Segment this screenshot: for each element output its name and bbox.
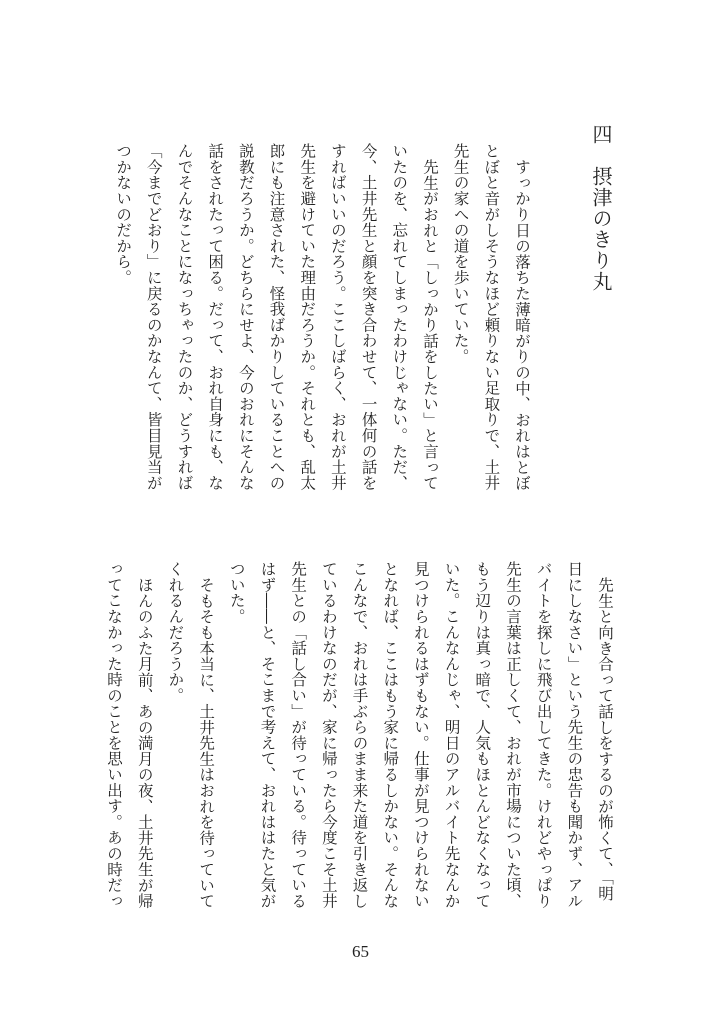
text-line: 説教だろうか。どちらにせよ、今のおれにそんな <box>236 143 255 491</box>
text-line: つかないのだから。 <box>114 143 133 286</box>
text-line: 先生の家への道を歩いていた。 <box>451 143 470 365</box>
text-line: もう辺りは真っ暗で、人気もほとんどなくなって <box>473 561 492 909</box>
text-block-bottom <box>98 561 620 921</box>
text-line: くれるんだろうか。 <box>166 561 185 704</box>
text-line: ほんのふた月前、あの満月の夜、土井先生が帰 <box>135 576 154 909</box>
text-line: 先生を避けていた理由だろうか。それとも、乱太 <box>298 143 317 491</box>
text-line: んでそんなことになっちゃったのか、どうすれば <box>175 143 194 491</box>
text-line: いた。こんなんじゃ、明日のアルバイト先なんか <box>442 561 461 909</box>
text-line: となれば、ここはもう家に帰るしかない。そんな <box>381 561 400 909</box>
text-line: ついた。 <box>227 561 246 625</box>
page-number: 65 <box>352 942 369 961</box>
text-line: 先生との「話し合い」が待っている。待っている <box>289 561 308 909</box>
chapter-title: 四 摂津のきり丸 <box>589 124 613 292</box>
text-line: そもそも本当に、土井先生はおれを待っていて <box>197 576 216 909</box>
text-line: 先生と向き合って話しをするのが怖くて、「明 <box>596 576 614 901</box>
text-line: バイトを探しに飛び出してきた。けれどやっぱり <box>534 561 553 909</box>
text-line: 話をされたって困る。だって、おれ自身にも、な <box>206 143 225 491</box>
text-line: いたのを、忘れてしまったわけじゃない。ただ、 <box>390 143 409 491</box>
text-line: はず――と、そこまで考えて、おれははたと気が <box>258 561 277 909</box>
text-line: 今、土井先生と顔を突き合わせて、一体何の話を <box>359 143 378 491</box>
text-line: 「今までどおり」に戻るのかなんて、皆目見当が <box>144 143 163 491</box>
text-line: とぼと音がしそうなほど頼りない足取りで、土井 <box>482 143 501 491</box>
text-line: 日にしなさい」という先生の忠告も聞かず、アル <box>565 561 584 909</box>
text-line: ているわけなのだが、家に帰ったら今度こそ土井 <box>319 561 338 909</box>
text-block-top <box>107 143 537 503</box>
text-line: ってこなかった時のことを思い出す。あの時だっ <box>105 561 123 909</box>
text-line: すればいいのだろう。ここしばらく、おれが土井 <box>328 143 347 491</box>
text-line: 見つけられるはずもない。仕事が見つけられない <box>411 561 430 909</box>
text-line: 先生の言葉は正しくて、おれが市場についた頃、 <box>503 561 522 909</box>
text-line: 郎にも注意された、怪我ばかりしていることへの <box>267 143 286 491</box>
text-line: 先生がおれと「しっかり話をしたい」と言って <box>420 158 439 491</box>
text-line: こんなで、おれは手ぶらのまま来た道を引き返し <box>350 561 369 909</box>
text-line: すっかり日の落ちた薄暗がりの中、おれはとぼ <box>513 158 531 491</box>
